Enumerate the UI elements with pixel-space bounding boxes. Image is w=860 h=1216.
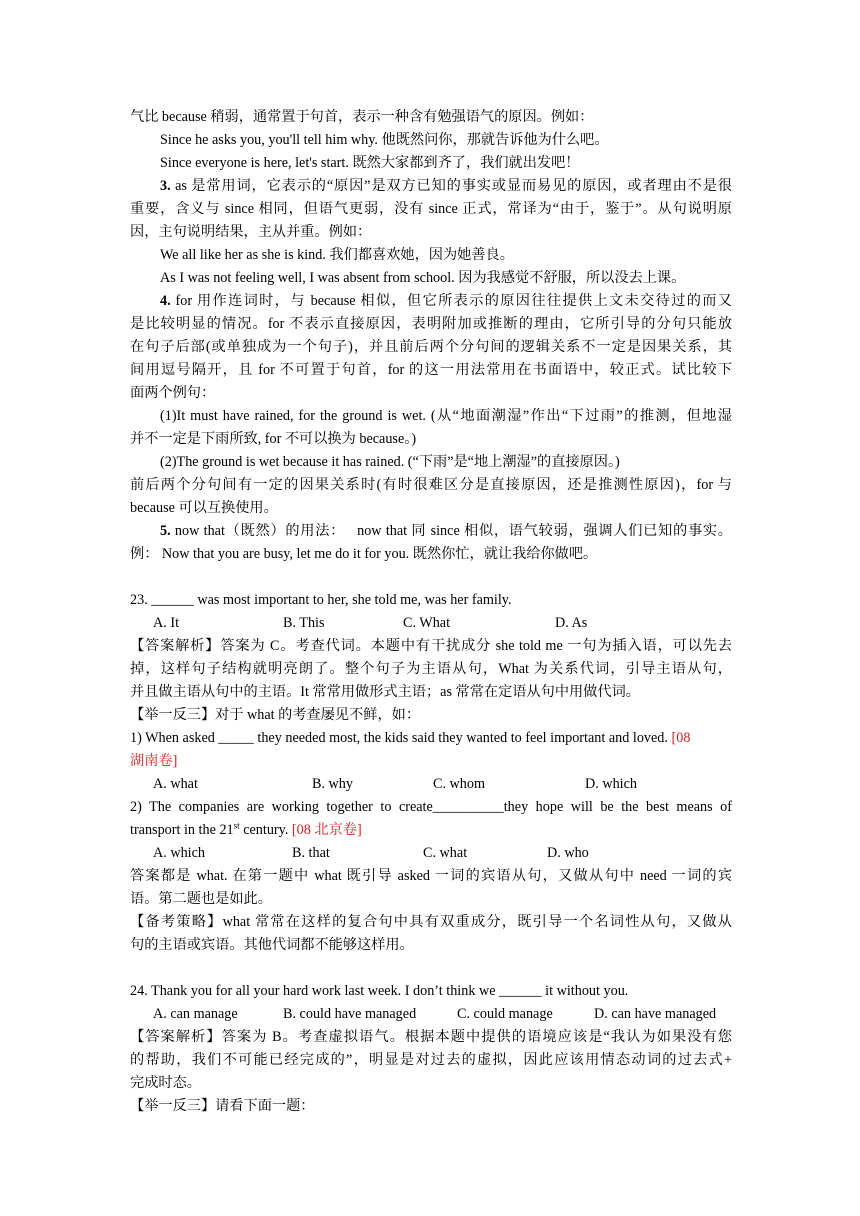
option-d: D. As (555, 615, 588, 631)
strategy-note: 句的主语或宾语。其他代词都不能够这样用。 (130, 937, 414, 953)
option-a: A. which (153, 845, 206, 861)
source-tag: [08 (671, 730, 691, 746)
paragraph-4-line: 在句子后部(或单独成为一个句子)，并且前后两个分句间的逻辑关系不一定是因果关系，其 (130, 339, 732, 355)
answer-explanation: 完成时态。 (130, 1075, 201, 1091)
paragraph-3-line: 重要，含义与 since 相同，但语气更弱，没有 since 正式，常译为“由于，鉴于”。从句说明原 (130, 201, 732, 217)
option-a: A. what (153, 776, 198, 792)
option-d: D. which (585, 776, 638, 792)
text-line: 气比 because 稍弱，通常置于句首，表示一种含有勉强语气的原因。例如： (130, 109, 594, 125)
extension-heading: 【举一反三】请看下面一题： (130, 1098, 315, 1114)
answer-explanation: 的帮助，我们不可能已经完成的”，明显是对过去的虚拟，因此应该用情态动词的过去式+ (130, 1052, 732, 1068)
option-a: A. It (153, 615, 180, 631)
source-tag: 湖南卷] (130, 753, 178, 769)
paragraph-4-line: because 可以互换使用。 (130, 500, 278, 516)
example-sentence: Since he asks you, you'll tell him why. 他既然问你，那就告诉他为什么吧。 (160, 132, 609, 148)
example-sentence: Since everyone is here, let's start. 既然大家都到齐了，我们就出发吧！ (160, 155, 580, 171)
source-tag: [08 北京卷] (291, 822, 362, 838)
answer-explanation: 并且做主语从句中的主语。It 常常用做形式主语；as 常常在定语从句中用做代词。 (130, 684, 640, 700)
paragraph-3-line: 因，主句说明结果，主从并重。例如： (130, 224, 372, 240)
option-b: B. could have managed (283, 1006, 417, 1022)
answer-explanation: 掉，这样句子结构就明亮朗了。整个句子为主语从句，What 为关系代词，引导主语从句， (130, 661, 732, 677)
paragraph-3-line: 3. as 是常用词，它表示的“原因”是双方已知的事实或显而易见的原因，或者理由不是很 (160, 178, 732, 194)
extension-heading: 【举一反三】对于 what 的考查屡见不鲜，如： (130, 707, 421, 723)
option-c: C. what (423, 845, 468, 861)
example-sentence: 例： Now that you are busy, let me do it for you. 既然你忙，就让我给你做吧。 (130, 546, 598, 562)
item-number: 4. (160, 293, 171, 309)
strategy-note: 【备考策略】what 常常在这样的复合句中具有双重成分，既引导一个名词性从句，又做从 (130, 914, 732, 930)
paragraph-4-line: 间用逗号隔开，且 for 不可置于句首，for 的这一用法常用在书面语中，较正式。试比较下 (130, 362, 732, 378)
extension-example-1: 1) When asked _____ they needed most, the kids said they wanted to feel important and loved. [08 (130, 730, 691, 746)
paragraph-4-line: 面两个例句： (130, 385, 216, 401)
option-b: B. why (312, 776, 353, 792)
option-d: D. who (547, 845, 589, 861)
option-d: D. can have managed (594, 1006, 717, 1022)
paragraph-4-line: 是比较明显的情况。for 不表示直接原因，表明附加或推断的理由，它所引导的分句只能放 (130, 316, 732, 332)
answer-note: 语。第二题也是如此。 (130, 891, 272, 907)
item-number: 3. (160, 178, 171, 194)
answer-explanation: 【答案解析】答案为 B。考查虚拟语气。根据本题中提供的语境应该是“我认为如果没有您 (130, 1029, 732, 1045)
example-sentence: As I was not feeling well, I was absent from school. 因为我感觉不舒服，所以没去上课。 (160, 270, 686, 286)
extension-example-2: transport in the 21st century. [08 北京卷] (130, 820, 362, 838)
option-c: C. could manage (457, 1006, 553, 1022)
example-sentence: We all like her as she is kind. 我们都喜欢她，因为她善良。 (160, 247, 514, 263)
example-sentence: (2)The ground is wet because it has rained. (“下雨”是“地上潮湿”的直接原因。) (160, 454, 620, 470)
extension-example-2: 2) The companies are working together to create__________they hope will be the best means of (130, 799, 732, 815)
question-24-stem: 24. Thank you for all your hard work last week. I don’t think we ______ it without you. (130, 983, 629, 999)
paragraph-4-line: 前后两个分句间有一定的因果关系时(有时很难区分是直接原因，还是推测性原因)，for 与 (130, 477, 732, 493)
example-sentence: 并不一定是下雨所致, for 不可以换为 because。) (130, 431, 417, 447)
paragraph-5-line: 5. now that（既然）的用法： now that 同 since 相似，语气较弱，强调人们已知的事实。 (160, 523, 732, 539)
example-sentence: (1)It must have rained, for the ground is wet. (从“地面潮湿”作出“下过雨”的推测，但地湿 (160, 408, 732, 424)
paragraph-4-line: 4. for 用作连词时，与 because 相似，但它所表示的原因往往提供上文未交待过的而又 (160, 293, 732, 309)
answer-note: 答案都是 what. 在第一题中 what 既引导 asked 一词的宾语从句，又做从句中 need 一词的宾 (130, 868, 732, 884)
item-number: 5. (160, 523, 171, 539)
option-c: C. What (403, 615, 451, 631)
answer-explanation: 【答案解析】答案为 C。考查代词。本题中有干扰成分 she told me 一句为插入语，可以先去 (130, 638, 732, 654)
option-b: B. that (292, 845, 330, 861)
option-a: A. can manage (153, 1006, 238, 1022)
question-23-stem: 23. ______ was most important to her, she told me, was her family. (130, 592, 512, 608)
option-c: C. whom (433, 776, 486, 792)
option-b: B. This (283, 615, 325, 631)
